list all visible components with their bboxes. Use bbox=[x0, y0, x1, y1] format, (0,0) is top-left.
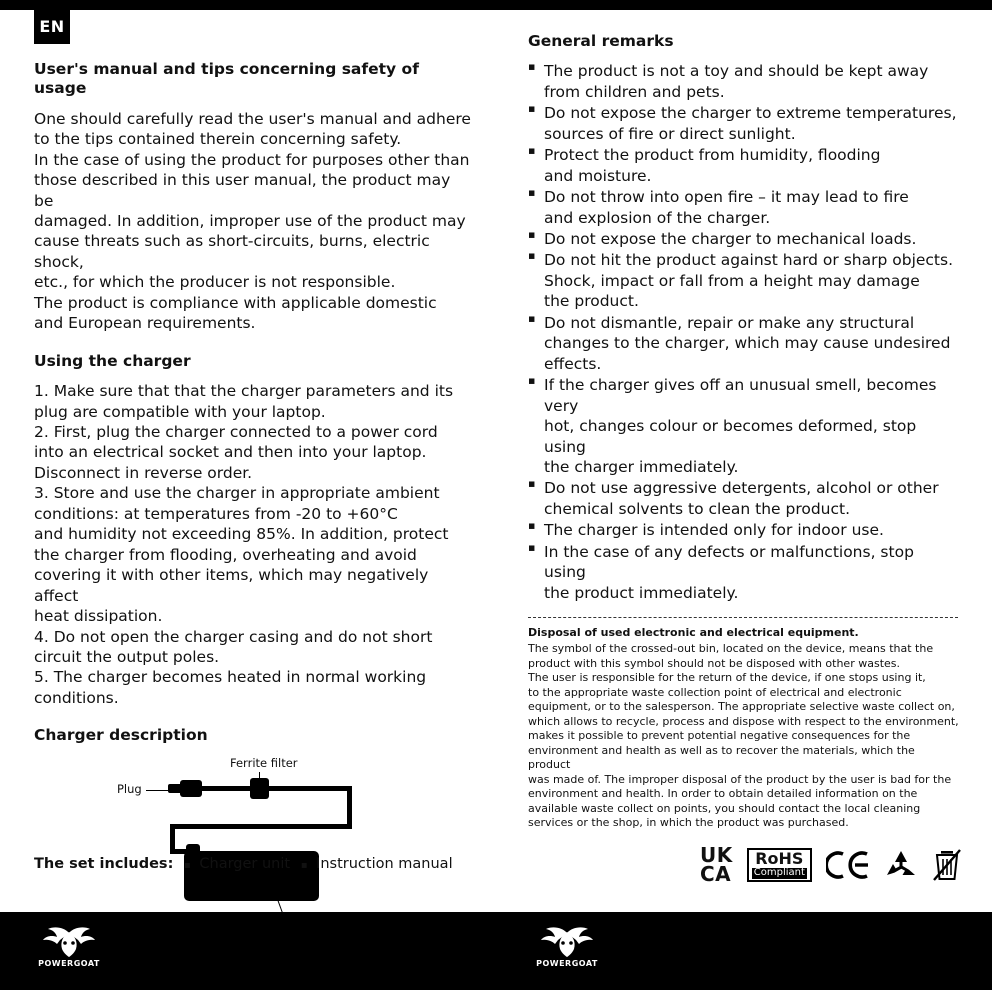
cable-right-vertical bbox=[347, 786, 352, 828]
list-item-line: Shock, impact or fall from a height may damage bbox=[544, 271, 920, 290]
list-item-line: the charger immediately. bbox=[544, 457, 739, 476]
language-badge: EN bbox=[34, 8, 70, 44]
list-item-line: ▪ Do not throw into open fire – it may lead to fire bbox=[544, 188, 909, 207]
step-line: 2. First, plug the charger connected to a power cord bbox=[34, 423, 438, 442]
list-item-line: ▪ If the charger gives off an unusual smell, becomes very bbox=[544, 376, 937, 415]
list-item bbox=[528, 542, 960, 603]
manual-paragraph bbox=[34, 109, 474, 334]
list-item-line: ▪ Do not use aggressive detergents, alcohol or other bbox=[544, 479, 939, 498]
diagram-label-plug: Plug bbox=[117, 781, 142, 796]
bottom-black-band bbox=[0, 912, 992, 990]
list-item bbox=[528, 375, 960, 477]
ukca-line2: CA bbox=[700, 862, 732, 886]
list-item-line: from children and pets. bbox=[544, 82, 725, 101]
disposal-line: environment and health. In order to obtain detailed information on the bbox=[528, 787, 918, 801]
manual-line: to the tips contained therein concerning safety. bbox=[34, 130, 402, 149]
step-line: into an electrical socket and then into your laptop. bbox=[34, 443, 427, 462]
charger-diagram bbox=[34, 756, 474, 936]
manual-line: cause threats such as short-circuits, burns, electric shock, bbox=[34, 232, 430, 271]
list-item-line: ▪ The product is not a toy and should be kept away bbox=[544, 62, 929, 81]
list-item-line: and moisture. bbox=[544, 166, 652, 185]
list-item bbox=[528, 313, 960, 374]
manual-line: damaged. In addition, improper use of the product may bbox=[34, 212, 466, 231]
weee-crossed-bin-icon bbox=[932, 848, 962, 882]
disposal-line: makes it possible to prevent potential negative consequences for the bbox=[528, 729, 911, 743]
charger-description-heading: Charger description bbox=[34, 726, 208, 745]
step-line: covering it with other items, which may negatively affect bbox=[34, 566, 429, 605]
list-item-line: changes to the charger, which may cause undesired bbox=[544, 334, 951, 353]
divider bbox=[528, 617, 958, 618]
list-item-line: ▪ Do not hit the product against hard or sharp objects. bbox=[544, 251, 954, 270]
rohs-line2: Compliant bbox=[753, 867, 805, 879]
certification-marks bbox=[700, 843, 962, 886]
set-includes-item: Charger unit bbox=[199, 856, 291, 872]
list-item-line: ▪ Do not dismantle, repair or make any structural bbox=[544, 313, 915, 332]
disposal-line: The symbol of the crossed-out bin, located on the device, means that the bbox=[528, 642, 934, 656]
manual-line: and European requirements. bbox=[34, 314, 256, 333]
brand-wordmark: POWERGOAT bbox=[38, 959, 100, 968]
ferrite-filter bbox=[250, 778, 269, 799]
using-charger-heading: Using the charger bbox=[34, 351, 191, 370]
disposal-heading: Disposal of used electronic and electrical equipment. bbox=[528, 626, 859, 640]
list-item-line: ▪ Do not expose the charger to mechanical loads. bbox=[544, 230, 917, 248]
list-item-line: ▪ In the case of any defects or malfunctions, stop using bbox=[544, 542, 914, 582]
step-line: 5. The charger becomes heated in normal working bbox=[34, 668, 427, 687]
step-line: 3. Store and use the charger in appropriate ambient bbox=[34, 484, 440, 503]
brand-logo bbox=[30, 925, 108, 977]
set-includes-label: The set includes: bbox=[34, 856, 174, 872]
plug-leader-line bbox=[146, 790, 168, 791]
manual-line: In the case of using the product for purposes other than bbox=[34, 150, 470, 169]
cable-bottom-horizontal bbox=[170, 824, 352, 829]
recycle-mark-icon bbox=[884, 849, 918, 881]
list-item bbox=[528, 145, 960, 186]
list-item bbox=[528, 61, 960, 102]
step-line: 4. Do not open the charger casing and do not short bbox=[34, 627, 433, 646]
list-item-line: ▪ Do not expose the charger to extreme temperatures, bbox=[544, 104, 957, 123]
disposal-text bbox=[528, 642, 960, 831]
bullet-icon: ▪ bbox=[183, 860, 191, 871]
disposal-line: was made of. The improper disposal of the product by the user is bad for the bbox=[528, 772, 952, 786]
general-remarks-list bbox=[528, 61, 960, 603]
step-line: circuit the output poles. bbox=[34, 648, 220, 666]
manual-heading: User's manual and tips concerning safety of usage bbox=[34, 60, 419, 98]
step-line: Disconnect in reverse order. bbox=[34, 463, 253, 482]
ce-mark-icon bbox=[826, 850, 870, 880]
disposal-line: which allows to recycle, process and dispose with respect to the environment, bbox=[528, 714, 959, 728]
step-line: and humidity not exceeding 85%. In addition, protect bbox=[34, 525, 449, 544]
dc-plug-body bbox=[180, 780, 202, 797]
list-item-line: the product immediately. bbox=[544, 583, 739, 602]
set-includes bbox=[34, 856, 453, 872]
list-item-line: ▪ Protect the product from humidity, flooding bbox=[544, 146, 881, 165]
disposal-line: services or the shop, in which the product was purchased. bbox=[528, 816, 849, 830]
list-item bbox=[528, 103, 960, 144]
ukca-mark-icon bbox=[700, 843, 733, 886]
goat-head-icon bbox=[30, 925, 108, 959]
list-item bbox=[528, 250, 960, 311]
list-item-line: ▪ The charger is intended only for indoor use. bbox=[544, 521, 884, 540]
step-line: the charger from flooding, overheating and avoid bbox=[34, 545, 417, 564]
set-includes-item: Instruction manual bbox=[316, 856, 453, 872]
goat-head-icon bbox=[528, 925, 606, 959]
disposal-line: available waste collect on points, you should contact the local cleaning bbox=[528, 801, 921, 815]
manual-line: The product is compliance with applicable domestic bbox=[34, 293, 437, 312]
manual-line: etc., for which the producer is not responsible. bbox=[34, 273, 396, 292]
list-item bbox=[528, 187, 960, 228]
cable-segment-plug-ferrite bbox=[201, 786, 253, 791]
list-item-line: sources of fire or direct sunlight. bbox=[544, 124, 796, 143]
using-charger-steps bbox=[34, 381, 474, 708]
left-column bbox=[34, 60, 474, 936]
diagram-label-ferrite: Ferrite filter bbox=[230, 755, 298, 770]
list-item-line: and explosion of the charger. bbox=[544, 208, 771, 227]
step-line: conditions: at temperatures from -20 to +60°C bbox=[34, 504, 398, 523]
rohs-line1: RoHS bbox=[755, 849, 804, 869]
disposal-line: equipment, or to the salesperson. The appropriate selective waste collect on, bbox=[528, 700, 955, 714]
right-column bbox=[528, 32, 960, 831]
ukca-line1: UK bbox=[700, 843, 733, 867]
disposal-line: to the appropriate waste collection point of electrical and electronic bbox=[528, 685, 902, 699]
disposal-line: product with this symbol should not be disposed with other wastes. bbox=[528, 656, 900, 670]
disposal-line: environment and health as well as to recover the materials, which the product bbox=[528, 743, 915, 772]
manual-line: One should carefully read the user's manual and adhere bbox=[34, 109, 471, 128]
brand-logo bbox=[528, 925, 606, 977]
disposal-line: The user is responsible for the return of the device, if one stops using it, bbox=[528, 671, 926, 685]
manual-line: those described in this user manual, the product may be bbox=[34, 171, 451, 210]
list-item-line: chemical solvents to clean the product. bbox=[544, 499, 851, 518]
step-line: plug are compatible with your laptop. bbox=[34, 402, 326, 421]
top-black-band bbox=[0, 0, 992, 10]
bullet-icon: ▪ bbox=[300, 860, 308, 871]
general-remarks-heading: General remarks bbox=[528, 32, 674, 50]
step-line: heat dissipation. bbox=[34, 607, 163, 626]
list-item-line: the product. bbox=[544, 292, 639, 311]
list-item-line: hot, changes colour or becomes deformed, stop using bbox=[544, 417, 917, 456]
list-item-line: effects. bbox=[544, 354, 602, 373]
list-item bbox=[528, 229, 960, 249]
step-line: conditions. bbox=[34, 688, 119, 707]
brand-wordmark: POWERGOAT bbox=[536, 959, 598, 968]
step-line: 1. Make sure that that the charger parameters and its bbox=[34, 382, 454, 401]
list-item bbox=[528, 520, 960, 540]
list-item bbox=[528, 478, 960, 519]
rohs-mark-icon bbox=[747, 848, 812, 881]
cable-segment-ferrite-right bbox=[268, 786, 352, 791]
